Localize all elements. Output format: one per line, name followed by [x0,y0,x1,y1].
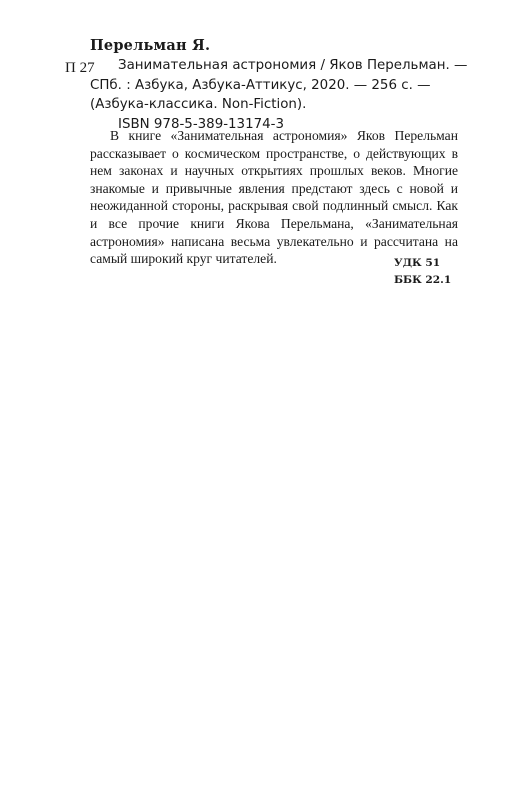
author-heading: Перельман Я. [90,37,211,54]
bbk-code: ББК 22.1 [394,274,452,286]
title-line: Занимательная астрономия / Яков Перельман. — [118,58,468,73]
isbn-line: ISBN 978-5-389-13174-3 [118,117,284,133]
publisher-line: СПб. : Азбука, Азбука-Аттикус, 2020. — 256 с. — [90,77,431,93]
bibliographic-entry [90,56,480,135]
annotation-paragraph: В книге «Занимательная астрономия» Яков Перельман рассказывает о космическом пространстве, о действующих в нем законах и научных открытиях прошлых веков. Многие знакомые и привычные явления предстают здесь с новой и неожиданной стороны, раскрывая свой подлинный смысл. Как и все прочие книги Якова Перельмана, «Занимательная астрономия» написана весьма увлекательно и рассчитана на самый широкий круг читателей. [90,128,458,267]
classification-block [394,255,451,289]
author-code: П 27 [65,60,95,76]
udk-code: УДК 51 [394,257,441,269]
series-line: (Азбука-классика. Non-Fiction). [90,97,307,113]
